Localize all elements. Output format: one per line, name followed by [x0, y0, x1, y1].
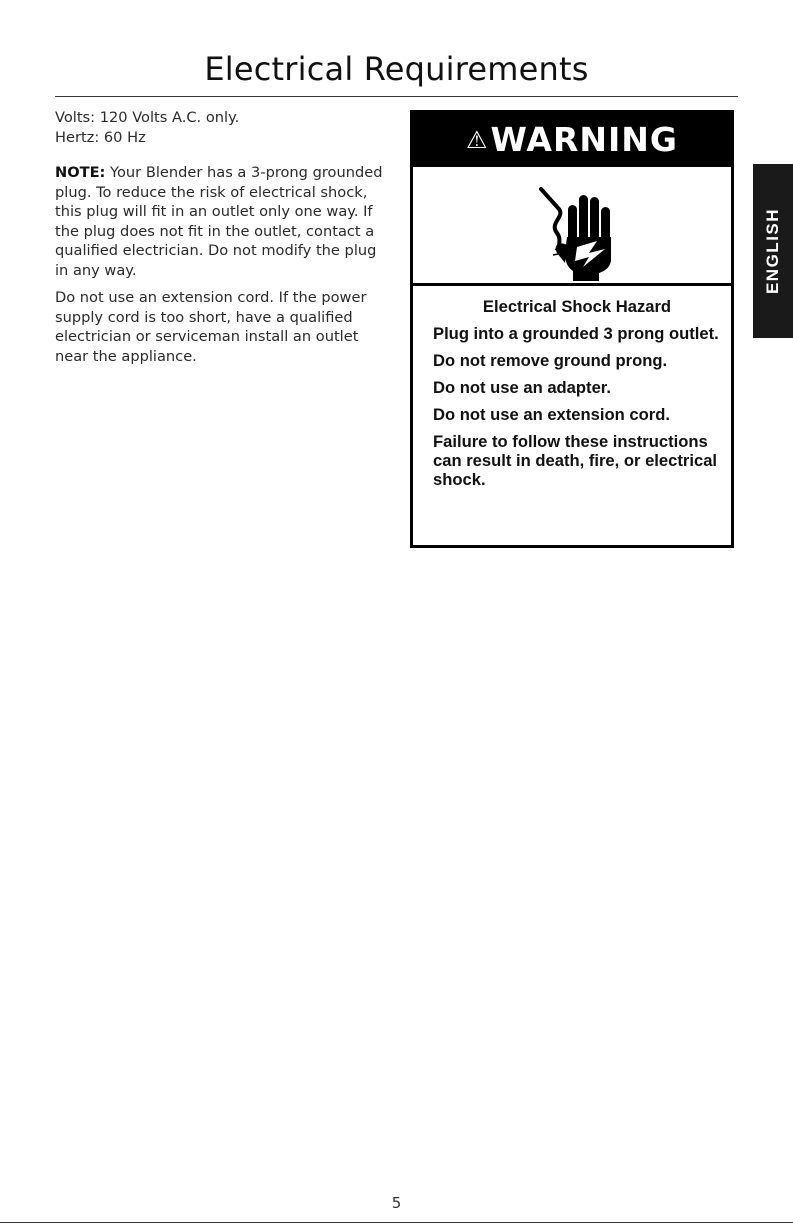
warning-instruction: Do not use an adapter. — [433, 378, 611, 397]
page-title: Electrical Requirements — [204, 50, 589, 88]
language-tab — [753, 164, 793, 338]
warning-header — [413, 113, 731, 167]
note-paragraph — [55, 163, 390, 280]
extension-cord-paragraph: Do not use an extension cord. If the power supply cord is too short, have a qualified electrician or serviceman install an outlet near the appliance. — [55, 289, 367, 365]
electrical-specs-column — [55, 108, 390, 374]
warning-instruction: Do not remove ground prong. — [433, 351, 668, 370]
hertz-spec: Hertz: 60 Hz — [55, 128, 146, 146]
page-number: 5 — [391, 1194, 402, 1212]
warning-header-label: WARNING — [490, 120, 678, 159]
hazard-title: Electrical Shock Hazard — [482, 297, 672, 316]
volts-spec: Volts: 120 Volts A.C. only. — [55, 109, 240, 126]
warning-instruction: Do not use an extension cord. — [433, 405, 670, 424]
pictogram-panel — [413, 167, 731, 286]
warning-text — [433, 297, 721, 497]
title-divider — [55, 96, 738, 97]
warning-triangle-icon: ⚠ — [466, 126, 489, 154]
bottom-divider — [0, 1222, 793, 1223]
note-label: NOTE: — [55, 164, 106, 181]
note-text: Your Blender has a 3-prong grounded plug. To reduce the risk of electrical shock, this plug will fit in an outlet only one way. If the plug does not fit in the outlet, contact a qualified electrician. Do not modify the plug in any way. — [55, 164, 383, 279]
electric-shock-hand-icon — [413, 167, 731, 283]
language-tab-label: ENGLISH — [763, 207, 782, 295]
warning-instruction: Plug into a grounded 3 prong outlet. — [433, 324, 719, 343]
warning-box — [410, 110, 734, 548]
warning-instruction: Failure to follow these instructions can result in death, fire, or electrical shock. — [433, 432, 718, 489]
